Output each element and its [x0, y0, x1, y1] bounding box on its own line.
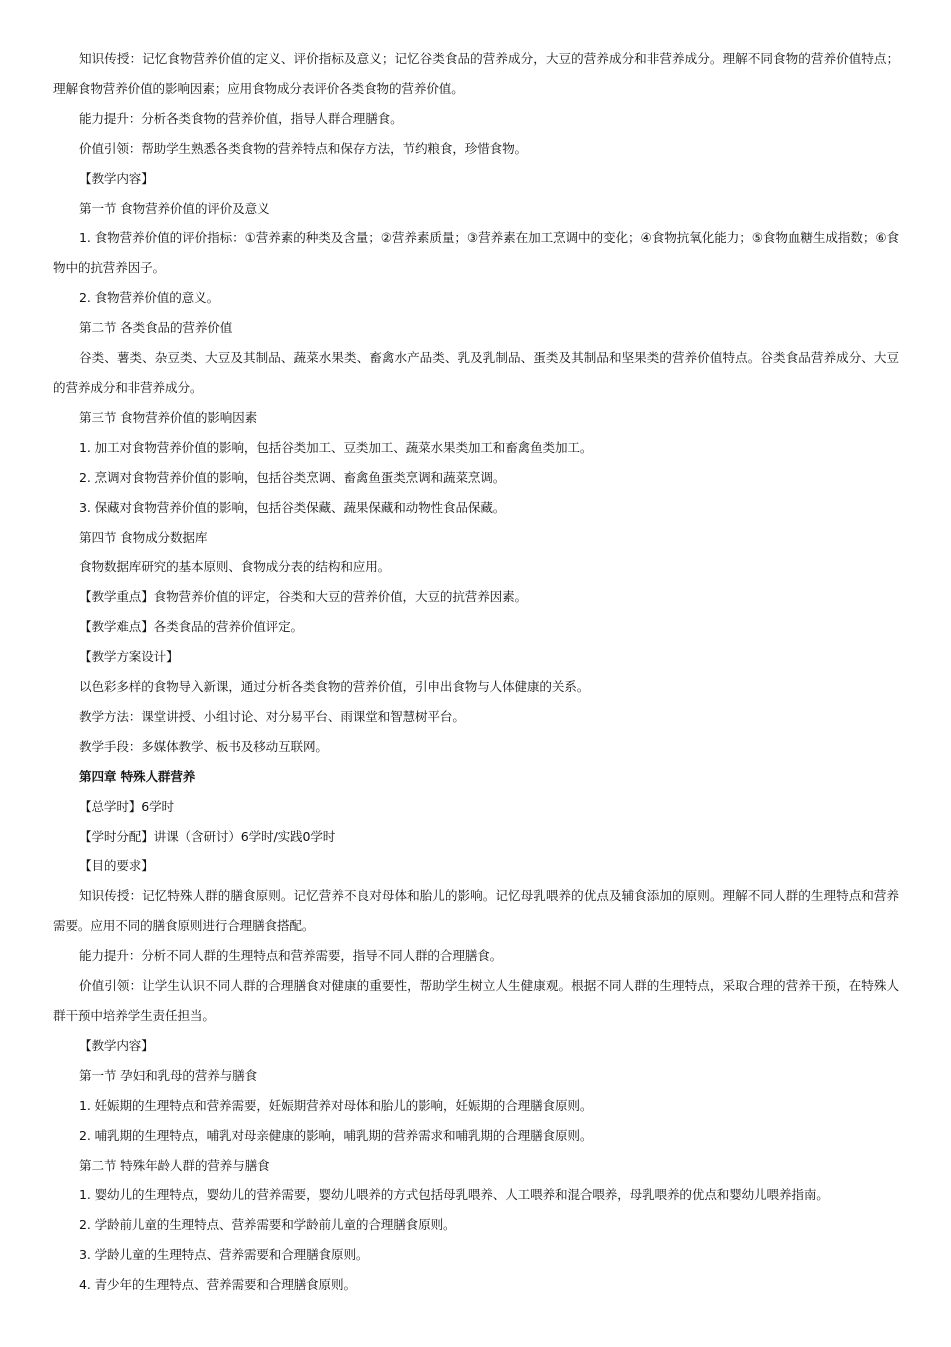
paragraph: 3. 学龄儿童的生理特点、营养需要和合理膳食原则。: [79, 1247, 369, 1263]
paragraph: 能力提升：分析不同人群的生理特点和营养需要，指导不同人群的合理膳食。: [79, 948, 503, 964]
paragraph: 知识传授：记忆特殊人群的膳食原则。记忆营养不良对母体和胎儿的影响。记忆母乳喂养的优点及辅食添加的原则。理解不同人群的生理特点和营养需要。应用不同的膳食原则进行合理膳食搭配。: [53, 888, 899, 934]
paragraph: 【教学重点】食物营养价值的评定，谷类和大豆的营养价值，大豆的抗营养因素。: [79, 589, 527, 605]
paragraph: 食物数据库研究的基本原则、食物成分表的结构和应用。: [79, 559, 391, 575]
paragraph: 第二节 特殊年龄人群的营养与膳食: [79, 1157, 270, 1173]
paragraph: 第三节 食物营养价值的影响因素: [79, 409, 258, 425]
paragraph: 【总学时】6学时: [79, 798, 174, 814]
paragraph: 1. 食物营养价值的评价指标：①营养素的种类及含量；②营养素质量；③营养素在加工烹调中的变化；④食物抗氧化能力；⑤食物血糖生成指数；⑥食物中的抗营养因子。: [53, 230, 899, 276]
paragraph: 4. 青少年的生理特点、营养需要和合理膳食原则。: [79, 1277, 356, 1293]
paragraph: 以色彩多样的食物导入新课，通过分析各类食物的营养价值，引申出食物与人体健康的关系。: [79, 679, 590, 695]
paragraph: 【教学难点】各类食品的营养价值评定。: [79, 619, 303, 635]
paragraph: 【教学方案设计】: [79, 649, 179, 665]
paragraph: 第一节 孕妇和乳母的营养与膳食: [79, 1067, 258, 1083]
paragraph: 谷类、薯类、杂豆类、大豆及其制品、蔬菜水果类、畜禽水产品类、乳及乳制品、蛋类及其制品和坚果类的营养价值特点。谷类食品营养成分、大豆的营养成分和非营养成分。: [53, 350, 899, 395]
paragraph: 价值引领：帮助学生熟悉各类食物的营养特点和保存方法，节约粮食，珍惜食物。: [79, 140, 527, 156]
paragraph: 价值引领：让学生认识不同人群的合理膳食对健康的重要性，帮助学生树立人生健康观。根据不同人群的生理特点，采取合理的营养干预，在特殊人群干预中培养学生责任担当。: [53, 978, 899, 1023]
paragraph: 【目的要求】: [79, 858, 154, 874]
paragraph: 【教学内容】: [79, 170, 154, 186]
paragraph: 【学时分配】讲课（含研讨）6学时/实践0学时: [79, 828, 336, 844]
paragraph: 第一节 食物营养价值的评价及意义: [79, 200, 270, 216]
paragraph: 2. 学龄前儿童的生理特点、营养需要和学龄前儿童的合理膳食原则。: [79, 1217, 456, 1233]
paragraph: 能力提升：分析各类食物的营养价值，指导人群合理膳食。: [79, 110, 403, 126]
paragraph: 2. 烹调对食物营养价值的影响，包括谷类烹调、畜禽鱼蛋类烹调和蔬菜烹调。: [79, 469, 506, 485]
document-page: [53, 44, 899, 1300]
paragraph: 1. 妊娠期的生理特点和营养需要，妊娠期营养对母体和胎儿的影响，妊娠期的合理膳食原则。: [79, 1097, 593, 1113]
paragraph: 【教学内容】: [79, 1037, 154, 1053]
paragraph: 教学方法：课堂讲授、小组讨论、对分易平台、雨课堂和智慧树平台。: [79, 708, 465, 724]
paragraph: 3. 保藏对食物营养价值的影响，包括谷类保藏、蔬果保藏和动物性食品保藏。: [79, 499, 506, 515]
paragraph: 教学手段：多媒体教学、板书及移动互联网。: [79, 738, 328, 754]
paragraph: 1. 加工对食物营养价值的影响，包括谷类加工、豆类加工、蔬菜水果类加工和畜禽鱼类加工。: [79, 439, 593, 455]
paragraph: 2. 哺乳期的生理特点，哺乳对母亲健康的影响，哺乳期的营养需求和哺乳期的合理膳食原则。: [79, 1127, 593, 1143]
paragraph: 知识传授：记忆食物营养价值的定义、评价指标及意义；记忆谷类食品的营养成分，大豆的营养成分和非营养成分。理解不同食物的营养价值特点；理解食物营养价值的影响因素；应用食物成分表评价各类食物的营养价值。: [53, 51, 899, 96]
paragraph: 2. 食物营养价值的意义。: [79, 290, 220, 306]
paragraph: 第四节 食物成分数据库: [79, 529, 208, 545]
chapter-heading: 第四章 特殊人群营养: [79, 768, 196, 784]
paragraph: 第二节 各类食品的营养价值: [79, 320, 233, 336]
paragraph: 1. 婴幼儿的生理特点，婴幼儿的营养需要，婴幼儿喂养的方式包括母乳喂养、人工喂养和混合喂养，母乳喂养的优点和婴幼儿喂养指南。: [79, 1187, 829, 1203]
